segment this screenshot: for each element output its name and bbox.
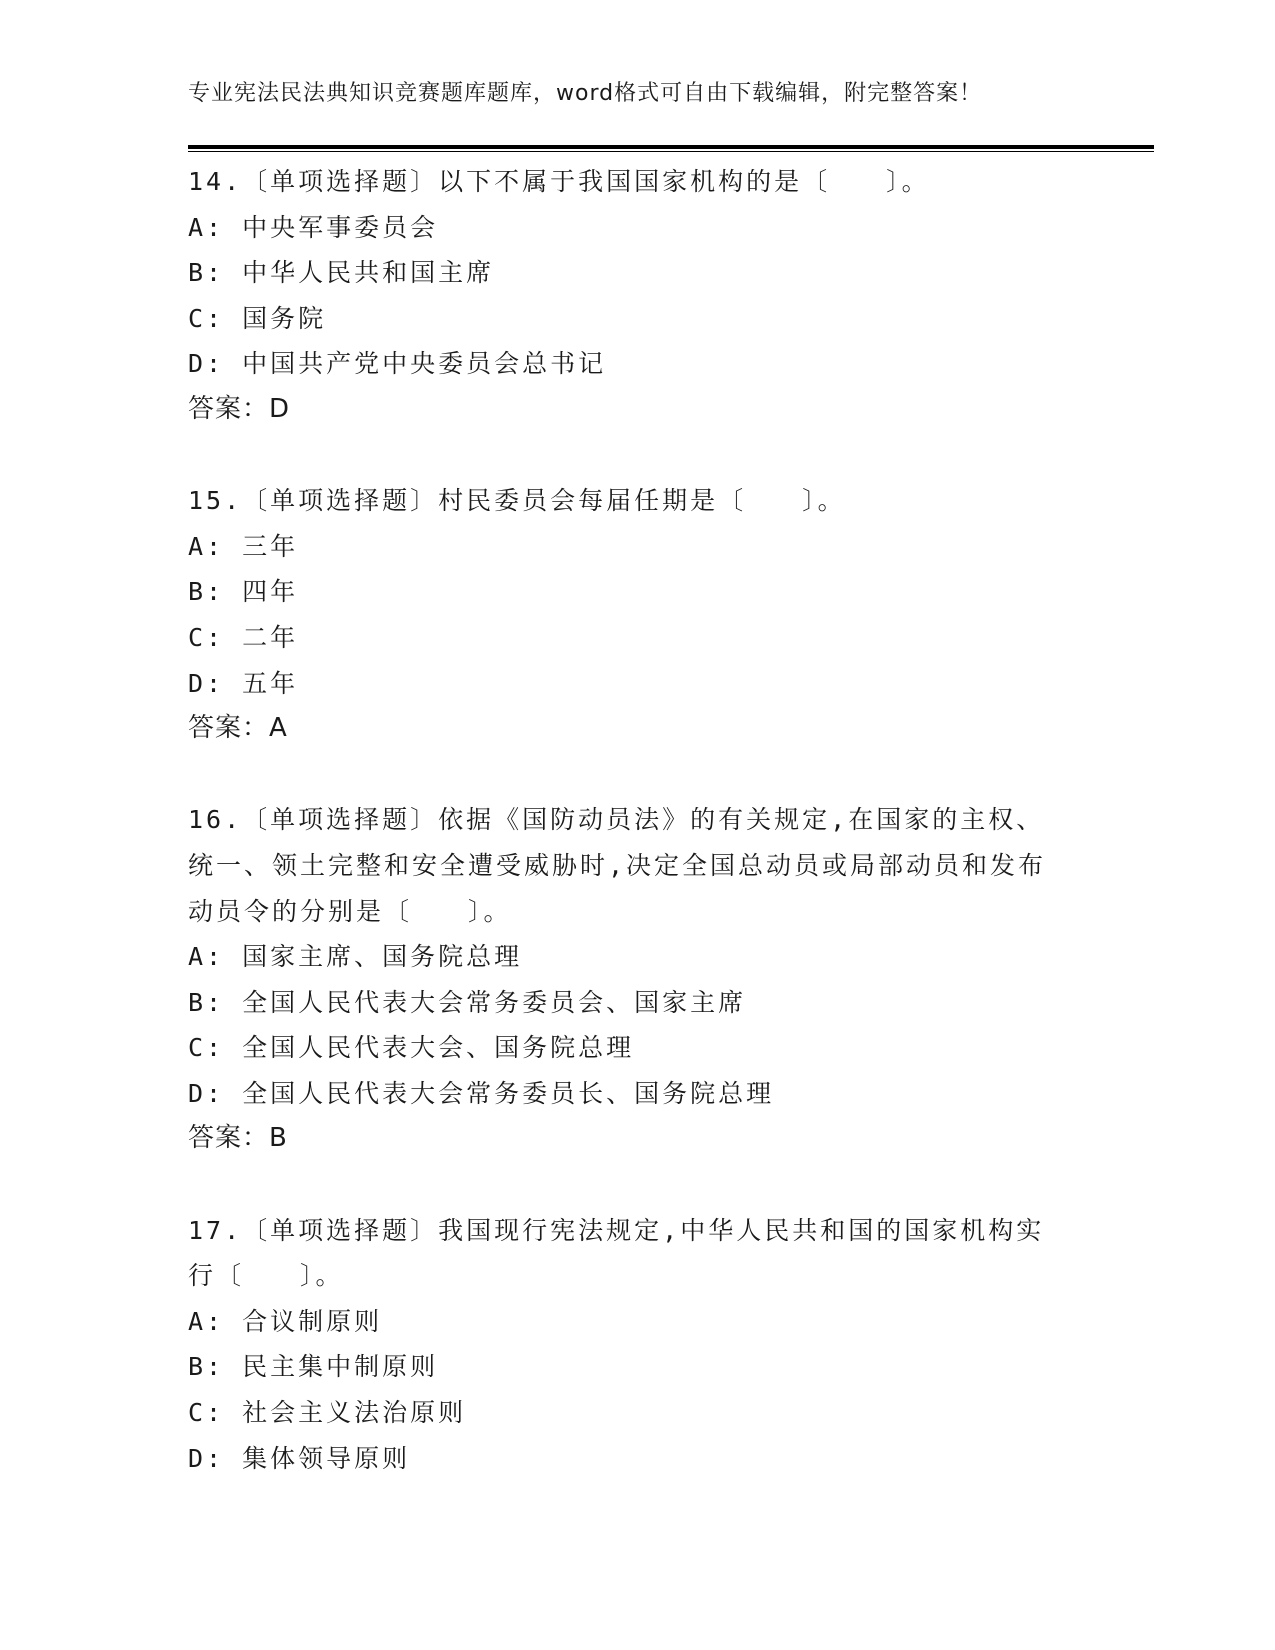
header-rule-thick	[188, 145, 1154, 149]
question-stem: 17.〔单项选择题〕我国现行宪法规定,中华人民共和国的国家机构实	[188, 1215, 1045, 1245]
option-b: B: 民主集中制原则	[188, 1352, 439, 1382]
option-c: C: 社会主义法治原则	[188, 1398, 467, 1428]
option-b: B: 中华人民共和国主席	[188, 258, 495, 288]
question-14	[188, 159, 1088, 433]
option-a: A: 合议制原则	[188, 1306, 383, 1336]
answer: 答案：D	[188, 393, 291, 424]
option-a: A: 国家主席、国务院总理	[188, 942, 523, 972]
header-rule-thin	[188, 151, 1154, 152]
question-stem: 行〔 〕。	[188, 1261, 344, 1291]
option-b: B: 全国人民代表大会常务委员会、国家主席	[188, 987, 747, 1017]
option-d: D: 集体领导原则	[188, 1443, 411, 1473]
option-d: D: 五年	[188, 668, 299, 698]
question-15	[188, 478, 1088, 752]
question-stem: 统一、领土完整和安全遭受威胁时,决定全国总动员或局部动员和发布	[188, 850, 1047, 880]
question-17	[188, 1208, 1088, 1482]
question-list	[188, 159, 1088, 1481]
question-stem: 16.〔单项选择题〕依据《国防动员法》的有关规定,在国家的主权、	[188, 805, 1045, 835]
question-stem: 14.〔单项选择题〕以下不属于我国国家机构的是〔 〕。	[188, 167, 930, 196]
answer: 答案：A	[188, 713, 288, 744]
question-16	[188, 797, 1088, 1162]
page-header: 专业宪法民法典知识竞赛题库题库，word格式可自由下载编辑，附完整答案！	[188, 81, 983, 106]
option-c: C: 全国人民代表大会、国务院总理	[188, 1033, 635, 1063]
option-a: A: 三年	[188, 531, 299, 561]
option-c: C: 国务院	[188, 303, 327, 333]
option-b: B: 四年	[188, 577, 299, 607]
option-a: A: 中央军事委员会	[188, 212, 439, 242]
question-stem: 15.〔单项选择题〕村民委员会每届任期是〔 〕。	[188, 486, 846, 516]
question-stem: 动员令的分别是〔 〕。	[188, 896, 512, 926]
option-d: D: 中国共产党中央委员会总书记	[188, 349, 607, 379]
answer: 答案：B	[188, 1123, 288, 1154]
option-c: C: 二年	[188, 622, 299, 652]
option-d: D: 全国人民代表大会常务委员长、国务院总理	[188, 1078, 775, 1108]
